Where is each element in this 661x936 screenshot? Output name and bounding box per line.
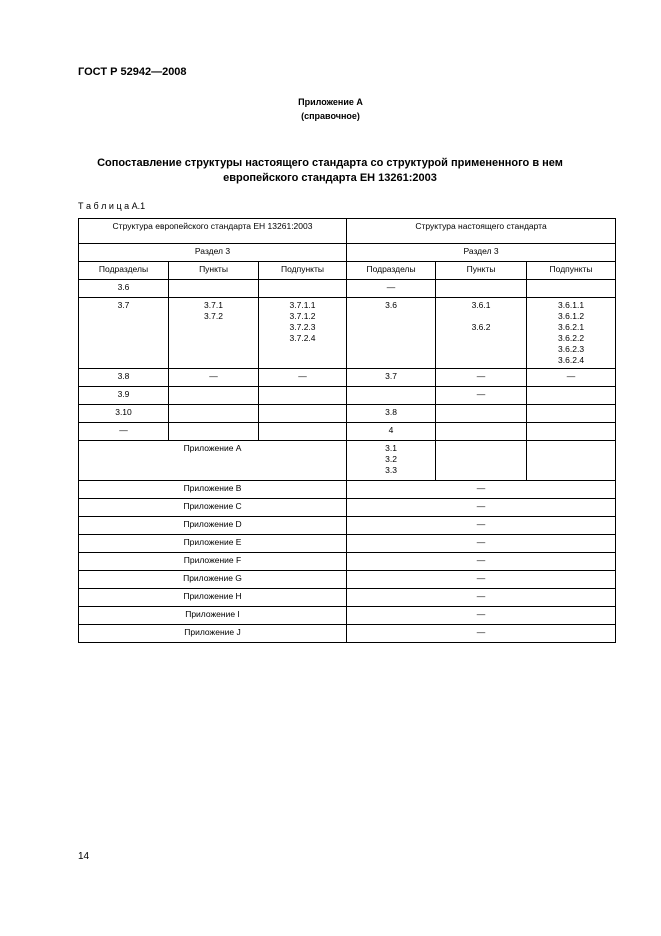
annex-label: Приложение D [79, 517, 347, 535]
table-cell [436, 405, 527, 423]
annex-mapping: — [347, 481, 616, 499]
table-cell: 3.8 [79, 369, 169, 387]
table-cell [347, 387, 436, 405]
column-header: Подпункты [527, 262, 616, 280]
table-cell [527, 441, 616, 481]
table-cell [169, 298, 259, 369]
table-cell [436, 298, 527, 369]
table-cell [436, 441, 527, 481]
annex-row [79, 571, 616, 589]
table-cell: 3.9 [79, 387, 169, 405]
table-cell: 3.10 [79, 405, 169, 423]
heading-line-2: европейского стандарта ЕН 13261:2003 [223, 172, 437, 184]
table-cell [169, 387, 259, 405]
left-structure-header: Структура европейского стандарта ЕН 13261:2003 [79, 219, 347, 244]
table-cell: — [259, 369, 347, 387]
left-section-label: Раздел 3 [79, 244, 347, 262]
right-section-label: Раздел 3 [347, 244, 616, 262]
annex-row [79, 499, 616, 517]
annex-label: Приложение I [79, 607, 347, 625]
column-header-row [79, 262, 616, 280]
annex-row [79, 625, 616, 643]
cell-line: 3.6.2.3 [558, 344, 585, 354]
right-structure-header: Структура настоящего стандарта [347, 219, 616, 244]
annex-row [79, 517, 616, 535]
annex-label: Приложение J [79, 625, 347, 643]
table-row [79, 423, 616, 441]
annex-row [79, 607, 616, 625]
annex-label: Приложение Е [79, 535, 347, 553]
cell-line: 3.7.1.1 [289, 300, 316, 310]
table-cell: — [436, 369, 527, 387]
column-header: Подпункты [259, 262, 347, 280]
table-cell [347, 441, 436, 481]
cell-line: 3.3 [385, 465, 397, 475]
annex-mapping: — [347, 589, 616, 607]
annex-mapping: — [347, 535, 616, 553]
table-row [79, 280, 616, 298]
cell-line: 3.2 [385, 454, 397, 464]
table-cell: 4 [347, 423, 436, 441]
column-header: Пункты [169, 262, 259, 280]
page-number: 14 [78, 851, 90, 862]
table-cell [259, 423, 347, 441]
table-row [79, 369, 616, 387]
cell-line: 3.6.2.1 [558, 322, 585, 332]
cell-line: 3.7.1 [204, 300, 223, 310]
annex-row [79, 553, 616, 571]
table-cell: 3.6 [79, 280, 169, 298]
cell-line: 3.6.1 [471, 300, 491, 310]
cell-line: 3.1 [385, 443, 397, 453]
appendix-title-block [0, 95, 661, 123]
annex-mapping: — [347, 499, 616, 517]
table-cell: — [527, 369, 616, 387]
table-heading [80, 156, 580, 186]
annex-label: Приложение А [79, 441, 347, 481]
cell-line: 3.7.2 [204, 311, 223, 321]
appendix-subtitle: (справочное) [301, 111, 360, 121]
comparison-table [78, 218, 616, 643]
table-cell: 3.6 [347, 298, 436, 369]
table-cell: — [347, 280, 436, 298]
appendix-title: Приложение А [298, 97, 363, 107]
cell-line: 3.7.2.4 [289, 333, 316, 343]
section-row [79, 244, 616, 262]
cell-line: 3.6.2.4 [558, 355, 585, 365]
annex-mapping: — [347, 571, 616, 589]
heading-line-1: Сопоставление структуры настоящего стандарта со структурой примененного в нем [97, 157, 563, 169]
cell-line: 3.6.2.2 [558, 333, 585, 343]
table-cell [169, 280, 259, 298]
table-cell: 3.7 [79, 298, 169, 369]
annex-mapping: — [347, 517, 616, 535]
annex-label: Приложение В [79, 481, 347, 499]
table-cell: — [169, 369, 259, 387]
table-row [79, 405, 616, 423]
annex-row [79, 589, 616, 607]
cell-line: 3.6.2 [471, 322, 491, 332]
table-cell [527, 423, 616, 441]
table-cell [527, 387, 616, 405]
table-cell [259, 280, 347, 298]
table-row [79, 387, 616, 405]
cell-line: 3.7.1.2 [289, 311, 316, 321]
annex-label: Приложение Н [79, 589, 347, 607]
table-cell: — [79, 423, 169, 441]
table-cell [527, 280, 616, 298]
annex-mapping: — [347, 607, 616, 625]
table-cell [259, 405, 347, 423]
cell-line: 3.6.1.2 [558, 311, 585, 321]
column-header: Подразделы [79, 262, 169, 280]
cell-line: 3.6.1.1 [558, 300, 585, 310]
table-row [79, 298, 616, 369]
annex-label: Приложение F [79, 553, 347, 571]
annex-row [79, 481, 616, 499]
table-cell [436, 280, 527, 298]
annex-mapping: — [347, 625, 616, 643]
table-cell: 3.7 [347, 369, 436, 387]
table-cell [259, 298, 347, 369]
document-code: ГОСТ Р 52942—2008 [78, 66, 187, 78]
column-header: Пункты [436, 262, 527, 280]
annex-mapping: — [347, 553, 616, 571]
annex-label: Приложение С [79, 499, 347, 517]
table-label: Т а б л и ц а А.1 [78, 201, 146, 211]
table-cell: 3.8 [347, 405, 436, 423]
table-cell [527, 298, 616, 369]
table-header-row [79, 219, 616, 244]
table-cell [259, 387, 347, 405]
table-cell [169, 405, 259, 423]
cell-line: 3.7.2.3 [289, 322, 316, 332]
table-cell [169, 423, 259, 441]
table-cell [527, 405, 616, 423]
table-cell [436, 423, 527, 441]
column-header: Подразделы [347, 262, 436, 280]
annex-label: Приложение G [79, 571, 347, 589]
table-cell: — [436, 387, 527, 405]
annex-a-row [79, 441, 616, 481]
annex-row [79, 535, 616, 553]
